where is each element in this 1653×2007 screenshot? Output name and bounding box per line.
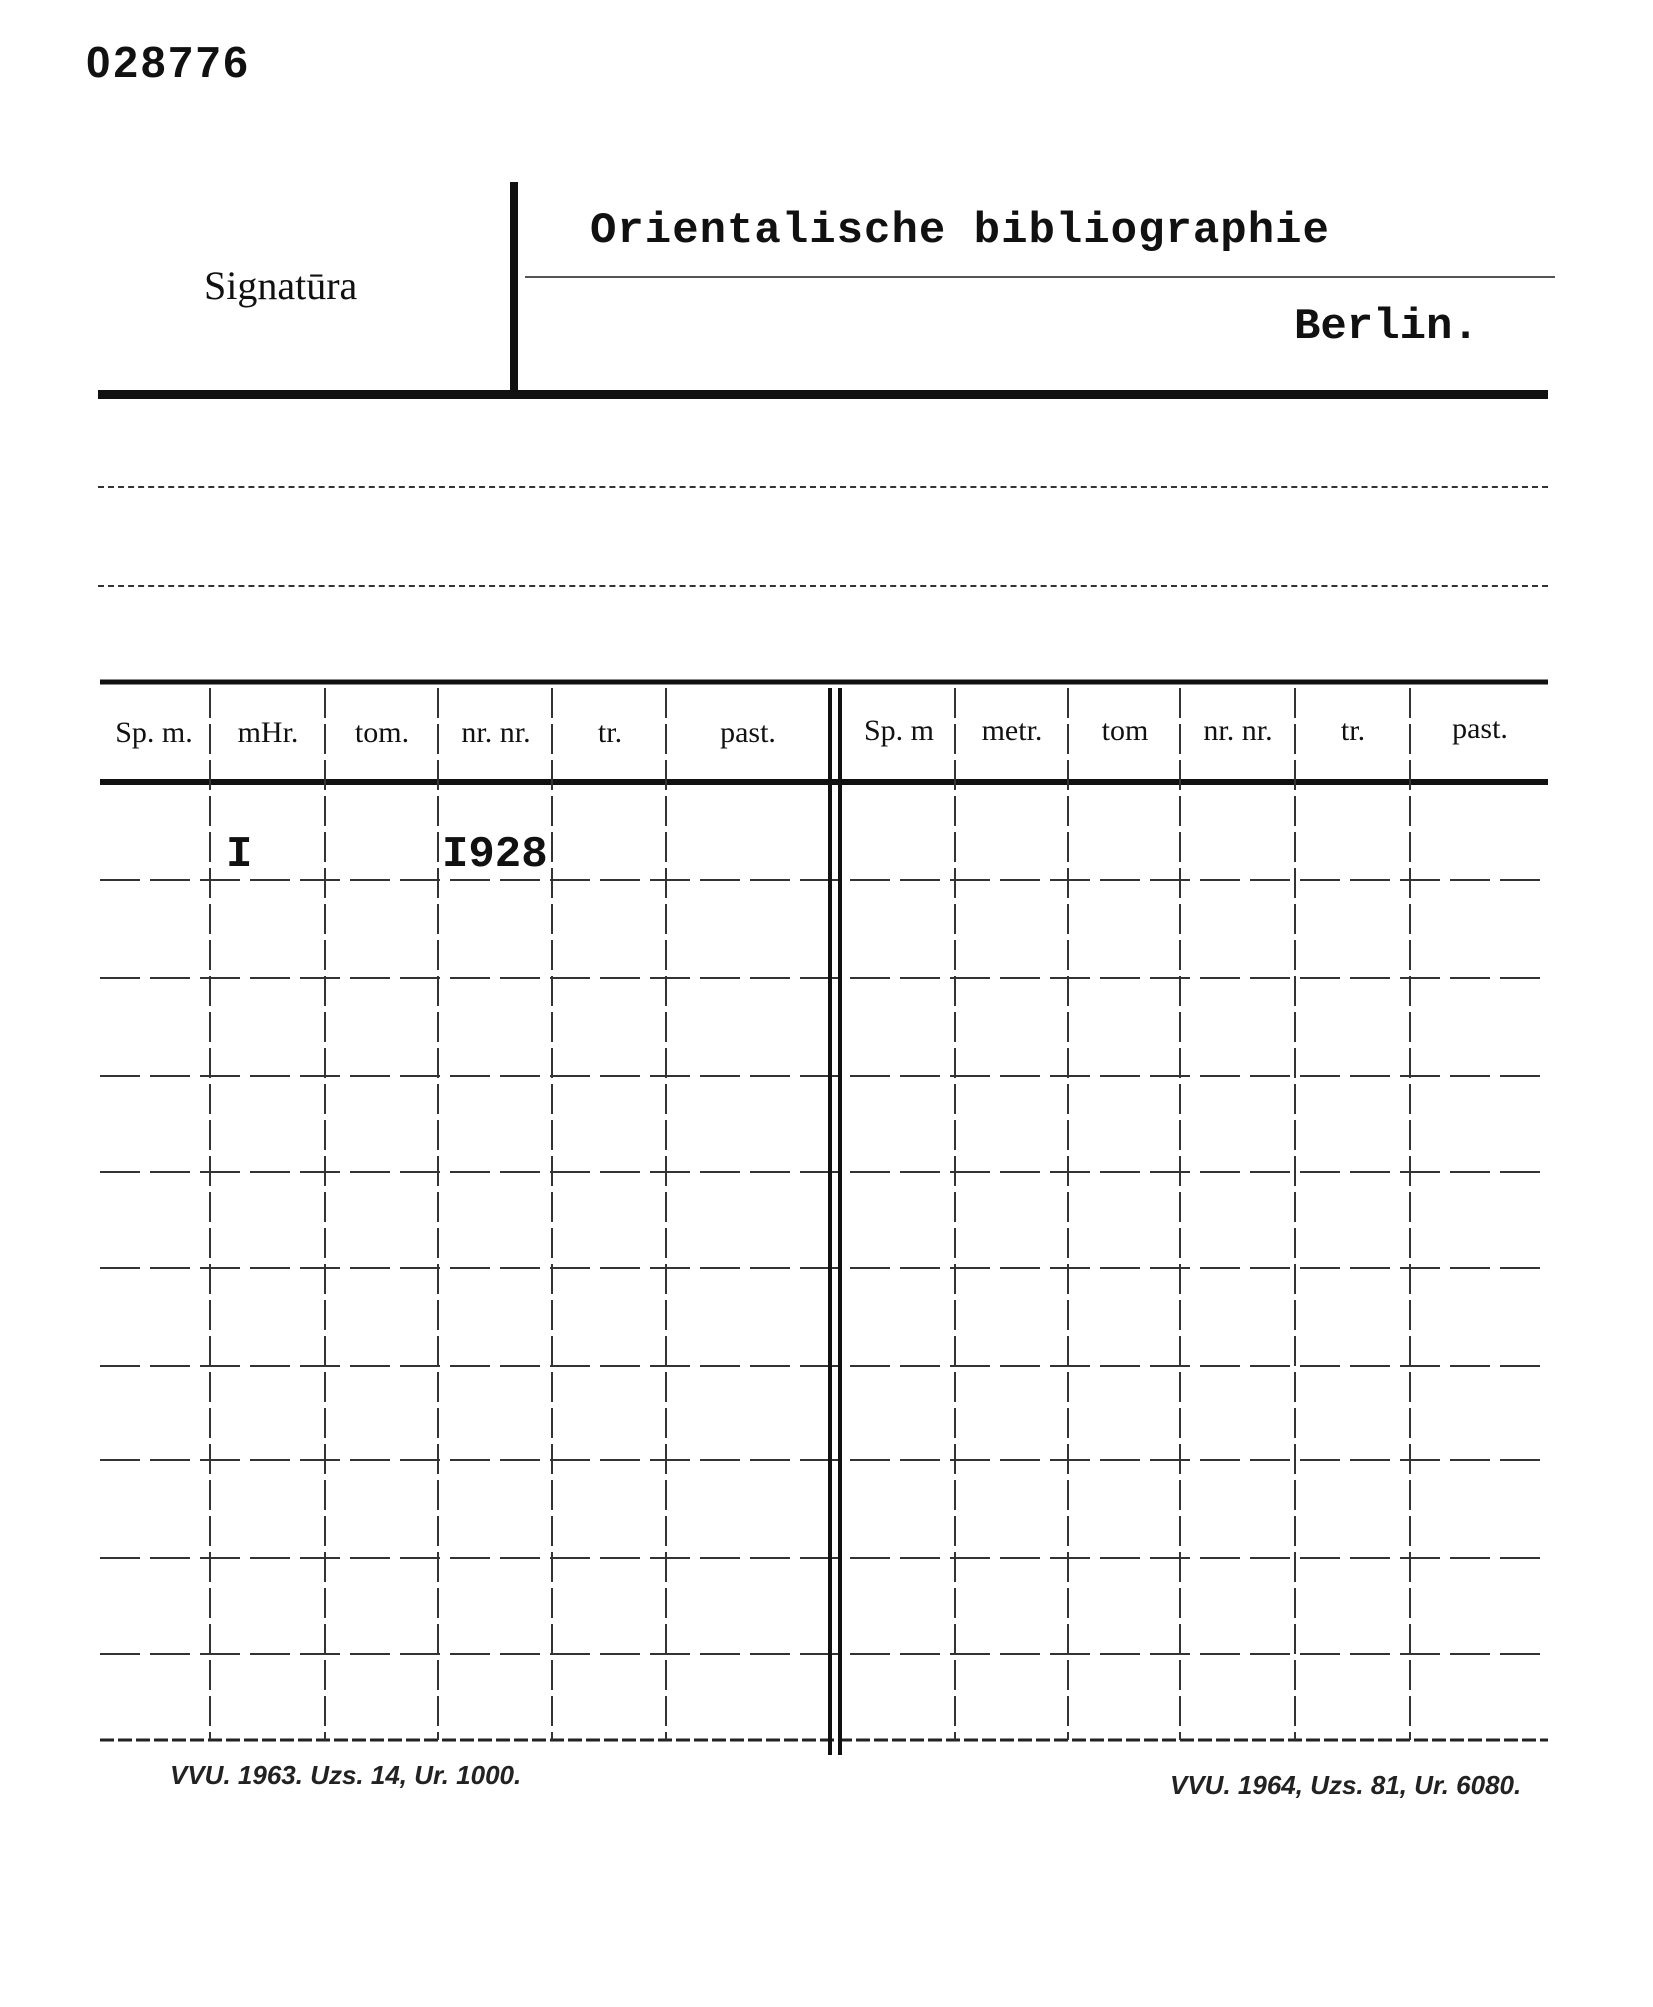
card-city: Berlin. xyxy=(1294,302,1479,352)
col-header-sp-m-right: Sp. m xyxy=(863,714,935,747)
card-number: 028776 xyxy=(86,38,251,87)
col-header-metr-right: metr. xyxy=(981,714,1043,747)
card-title: Orientalische bibliographie xyxy=(590,206,1330,256)
col-header-tr-left: tr. xyxy=(597,716,623,749)
col-header-tom-right: tom xyxy=(1101,714,1149,747)
col-header-nrnr-left: nr. nr. xyxy=(461,716,531,749)
cell-nrnr-row1: I928 xyxy=(442,830,548,880)
col-header-past-right: past. xyxy=(1452,712,1508,745)
col-header-tom-left: tom. xyxy=(354,716,410,749)
note-left: VVU. 1963. Uzs. 14, Ur. 1000. xyxy=(170,1760,522,1790)
col-header-nrnr-right: nr. nr. xyxy=(1203,714,1273,747)
col-header-metr-left: mHr. xyxy=(237,716,299,749)
note-right: VVU. 1964, Uzs. 81, Ur. 6080. xyxy=(1170,1770,1522,1800)
col-header-tr-right: tr. xyxy=(1340,714,1366,747)
signatura-label: Signatūra xyxy=(204,263,358,308)
col-header-sp-m-left: Sp. m. xyxy=(115,716,193,749)
cell-metr-row1: I xyxy=(226,830,253,880)
col-header-past-left: past. xyxy=(720,716,776,749)
